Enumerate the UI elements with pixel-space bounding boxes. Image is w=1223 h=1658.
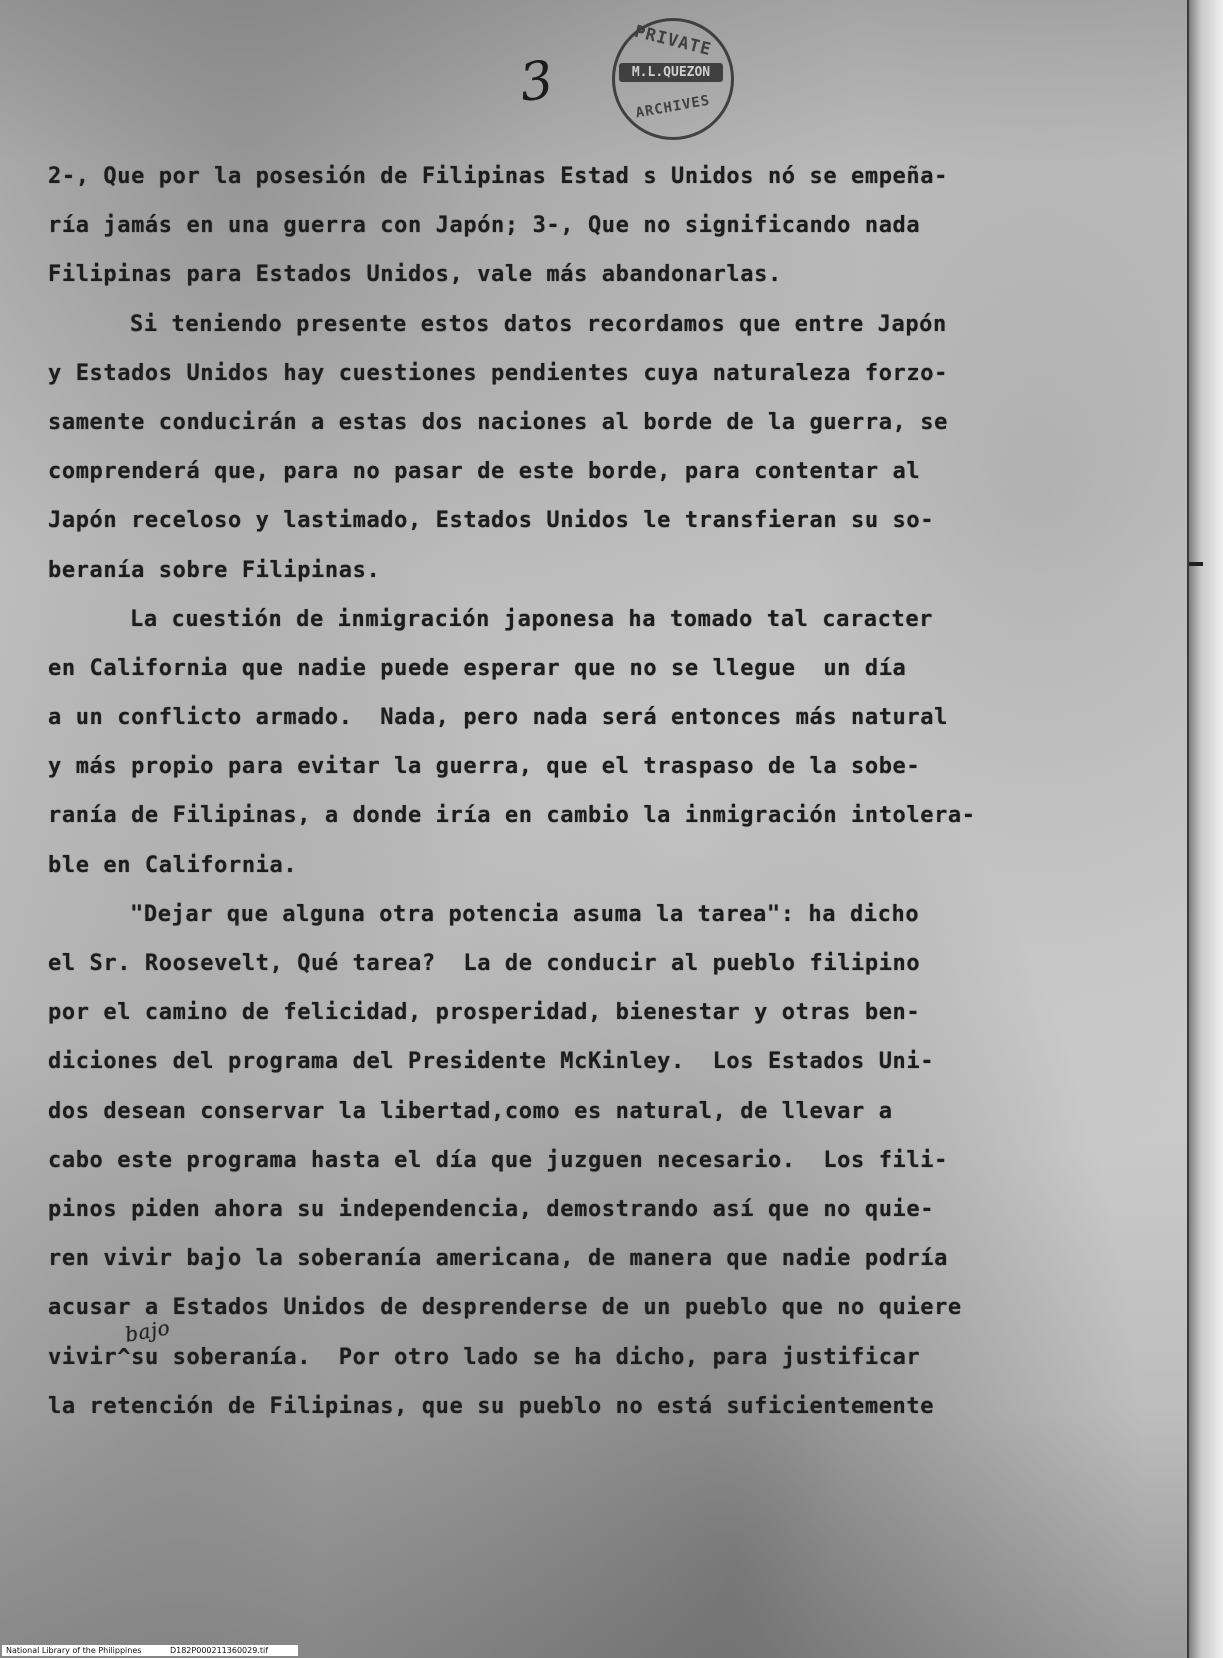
footer-institution: National Library of the Philippines: [6, 1646, 142, 1655]
text-line: beranía sobre Filipinas.: [48, 557, 381, 583]
text-line: La cuestión de inmigración japonesa ha tomado tal caracter: [130, 606, 934, 632]
struck-word: su: [131, 1344, 159, 1370]
text-line: ble en California.: [48, 852, 298, 878]
line-rest: soberanía. Por otro lado se ha dicho, para justificar: [158, 1344, 921, 1370]
text-line: Japón receloso y lastimado, Estados Unidos le transfieran su so-: [48, 508, 935, 534]
text-line: acusar a Estados Unidos de desprenderse de un pueblo que no quiere: [48, 1295, 962, 1321]
stamp-bottom-text: ARCHIVES: [634, 92, 712, 122]
text-line: la retención de Filipinas, que su pueblo no está suficientemente: [48, 1393, 935, 1419]
text-line: 2-, Que por la posesión de Filipinas Estad s Unidos nó se empeña-: [48, 164, 948, 189]
handwritten-insertion: bajo: [123, 1314, 173, 1347]
page-number: 3: [515, 49, 558, 115]
text-line: ría jamás en una guerra con Japón; 3-, Que no significando nada: [48, 213, 921, 239]
text-line: samente conducirán a estas dos naciones al borde de la guerra, se: [48, 409, 948, 435]
footer-file-id: D182P000211360029.tif: [169, 1646, 269, 1655]
text-line: el Sr. Roosevelt, Qué tarea? La de conducir al pueblo filipino: [48, 951, 921, 976]
typewritten-body: [48, 152, 1178, 1431]
text-line: "Dejar que alguna otra potencia asuma la tarea": ha dicho: [130, 901, 920, 927]
archive-stamp: [612, 18, 734, 140]
scan-footer: [2, 1645, 298, 1656]
line-start: vivir: [48, 1344, 118, 1370]
binding-mark: [1189, 562, 1203, 566]
text-line: Filipinas para Estados Unidos, vale más abandonarlas.: [48, 262, 782, 288]
text-line: y Estados Unidos hay cuestiones pendientes cuya naturaleza forzo-: [48, 360, 948, 386]
text-line: y más propio para evitar la guerra, que el traspaso de la sobe-: [48, 754, 921, 780]
text-line: comprenderá que, para no pasar de este borde, para contentar al: [48, 459, 921, 485]
text-line-with-insertion: [48, 1314, 1178, 1382]
text-line: dos desean conservar la libertad,como es natural, de llevar a: [48, 1098, 893, 1124]
text-line: por el camino de felicidad, prosperidad, bienestar y otras ben-: [48, 1000, 921, 1026]
text-line: Si teniendo presente estos datos recordamos que entre Japón: [130, 311, 947, 337]
text-line: en California que nadie puede esperar que no se llegue un día: [48, 655, 907, 681]
text-line: ren vivir bajo la soberanía americana, de manera que nadie podría: [48, 1246, 948, 1272]
text-line: ranía de Filipinas, a donde iría en cambio la inmigración intolera-: [48, 803, 976, 829]
binding-edge: [1187, 0, 1223, 1658]
caret-mark: ^: [117, 1344, 132, 1370]
stamp-name: M.L.QUEZON: [619, 63, 723, 82]
text-line: diciones del programa del Presidente McKinley. Los Estados Uni-: [48, 1049, 935, 1075]
text-line: cabo este programa hasta el día que juzguen necesario. Los fili-: [48, 1147, 948, 1173]
text-line: a un conflicto armado. Nada, pero nada será entonces más natural: [48, 705, 948, 731]
text-line: pinos piden ahora su independencia, demostrando así que no quie-: [48, 1196, 935, 1222]
stamp-top-text: PRIVATE: [632, 21, 714, 61]
